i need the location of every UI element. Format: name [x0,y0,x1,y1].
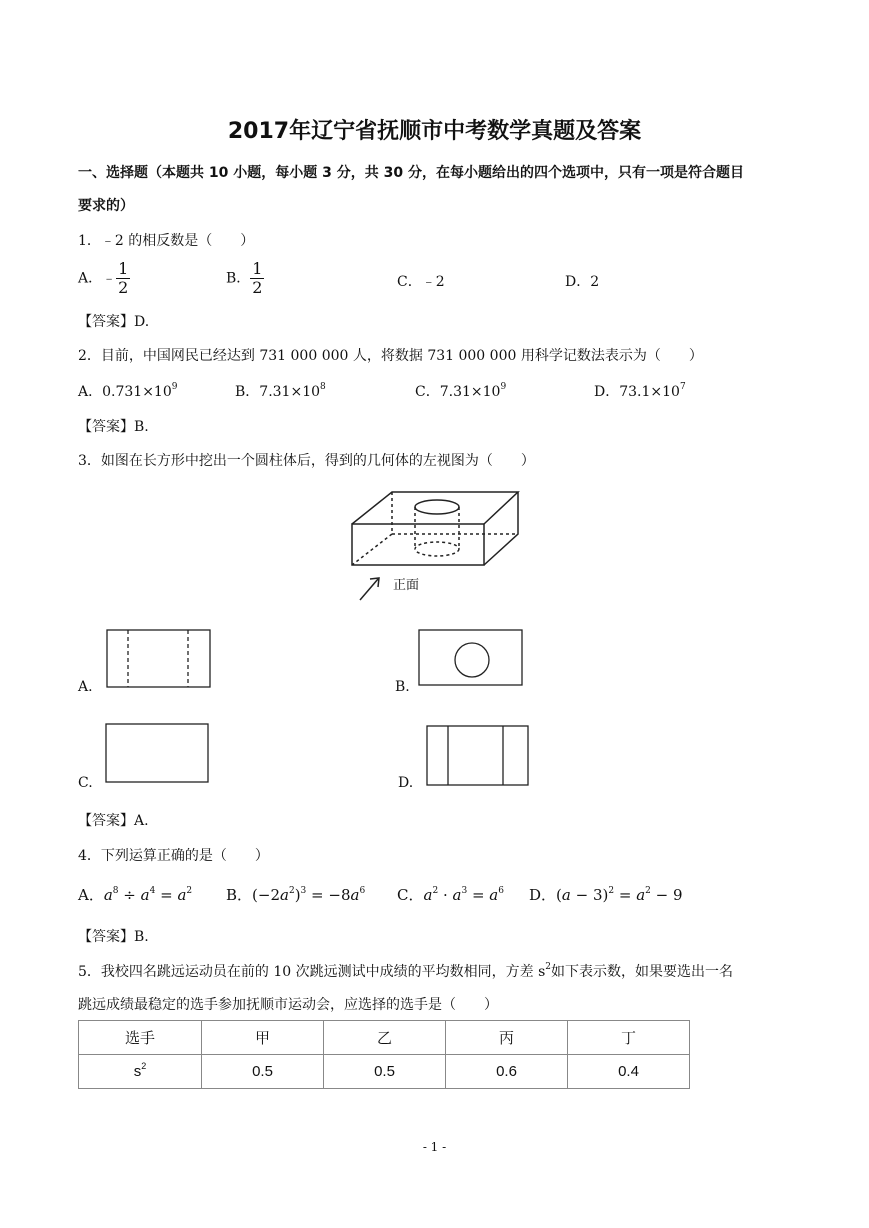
q5-stem-line2: 跳远成绩最稳定的选手参加抚顺市运动会，应选择的选手是（ ） [78,997,498,1013]
q4-stem: 4．下列运算正确的是（ ） [78,848,269,864]
q2-answer: 【答案】B. [78,419,149,435]
table-header-cell: 丙 [446,1021,568,1055]
q2-option-d-base: D．73.1×10 [594,384,680,400]
q5-variance-table [78,1020,690,1089]
q1-option-a [78,260,130,297]
table-header-cell: 选手 [79,1021,202,1055]
q2-option-a-exponent: 9 [171,382,178,392]
q1-option-c: C．﹣2 [397,274,445,290]
q3-solid-figure [340,482,530,607]
q4-option-a: A．$a^8 \div a^4 = a^2$ [78,886,193,904]
q5-stem-text-end: 如下表示数，如果要选出一名 [551,964,733,980]
table-header-cell: 乙 [324,1021,446,1055]
q3-answer: 【答案】A. [78,813,149,829]
q1-option-a-denominator: 2 [118,278,129,297]
q1-option-b-numerator: 1 [252,259,263,278]
q4-option-b-label: B． [226,886,253,904]
table-row-label [79,1055,202,1089]
table-cell: 0.6 [446,1055,568,1089]
row-label-superscript: 2 [141,1061,147,1071]
q3-cylinder-top [415,500,459,514]
q1-stem: 1．﹣2 的相反数是（ ） [78,233,255,249]
q1-option-b-label: B． [226,270,251,287]
q3-stem: 3．如图在长方形中挖出一个圆柱体后，得到的几何体的左视图为（ ） [78,453,535,469]
q4-option-c-label: C． [397,886,424,904]
q3-front-label: 正面 [393,578,420,593]
q1-answer: 【答案】D. [78,314,150,330]
q4-option-d: D．$(a - 3)^2 = a^2 - 9$ [529,886,683,904]
table-cell: 0.5 [324,1055,446,1089]
q3-top-face [352,492,518,524]
q5-stem-text: 5．我校四名跳远运动员在前的 10 次跳远测试中成绩的平均数相同，方差 s [78,964,546,980]
q2-stem: 2．目前，中国网民已经达到 731 000 000 人，将数据 731 000 000 用科学记数法表示为（ ） [78,348,703,364]
q3-view-arrow [360,579,378,600]
q3-cylinder-bottom [415,542,459,556]
q3-option-c-rect [106,724,208,782]
q2-option-c [415,381,506,401]
q3-hidden-edge [352,534,392,565]
q3-option-d-label: D. [398,775,414,791]
q3-option-a-label: A. [78,679,93,695]
q2-option-c-base: C．7.31×10 [415,384,501,400]
q3-option-b-circle [455,643,489,677]
q2-option-c-exponent: 9 [500,382,507,392]
q5-stem-superscript: 2 [545,962,551,972]
section-heading-line1: 一、选择题（本题共 10 小题，每小题 3 分，共 30 分，在每小题给出的四个选项中，只有一项是符合题目 [78,165,744,181]
q2-option-d-exponent: 7 [679,382,686,392]
table-header-cell: 丁 [568,1021,690,1055]
q2-option-a [78,381,177,401]
q1-option-a-fraction [116,260,130,297]
q2-option-b [235,381,326,401]
q3-option-c-figure [104,722,211,784]
page-title: 2017年辽宁省抚顺市中考数学真题及答案 [227,119,642,144]
q4-option-b: B．$(-2a^2)^3 = -8a^6$ [226,886,366,904]
q4-answer: 【答案】B. [78,929,149,945]
q4-option-c: C．$a^2 \cdot a^3 = a^6$ [397,886,504,904]
q2-option-b-base: B．7.31×10 [235,384,321,400]
table-row [79,1055,690,1089]
q2-option-b-exponent: 8 [320,382,326,392]
table-cell: 0.5 [202,1055,324,1089]
q3-option-b-figure [417,628,525,688]
q1-option-a-numerator: 1 [118,259,129,278]
q3-option-a-figure [105,628,213,690]
q3-option-a-rect [107,630,210,687]
q1-option-b-denominator: 2 [252,278,263,297]
q3-right-face [484,492,518,565]
q5-stem-line1 [78,961,733,981]
q1-option-a-label: A．﹣ [78,270,117,287]
q3-option-d-figure [425,724,531,788]
q3-front-face [352,524,484,565]
q2-option-d [594,381,686,401]
table-header-cell: 甲 [202,1021,324,1055]
q2-option-a-base: A．0.731×10 [78,384,172,400]
q1-option-b [226,260,264,297]
section-heading-line2: 要求的） [78,198,134,214]
table-header-row [79,1021,690,1055]
q4-option-d-label: D． [529,886,557,904]
q1-option-d: D．2 [565,274,600,290]
q1-option-b-fraction [250,260,264,297]
q3-option-c-label: C. [78,775,93,791]
page-number: - 1 - [422,1140,447,1154]
table-cell: 0.4 [568,1055,690,1089]
q4-option-a-label: A． [78,886,104,904]
q3-option-b-label: B. [395,679,410,695]
q3-option-d-rect [427,726,528,785]
row-label-text: s [133,1063,142,1080]
